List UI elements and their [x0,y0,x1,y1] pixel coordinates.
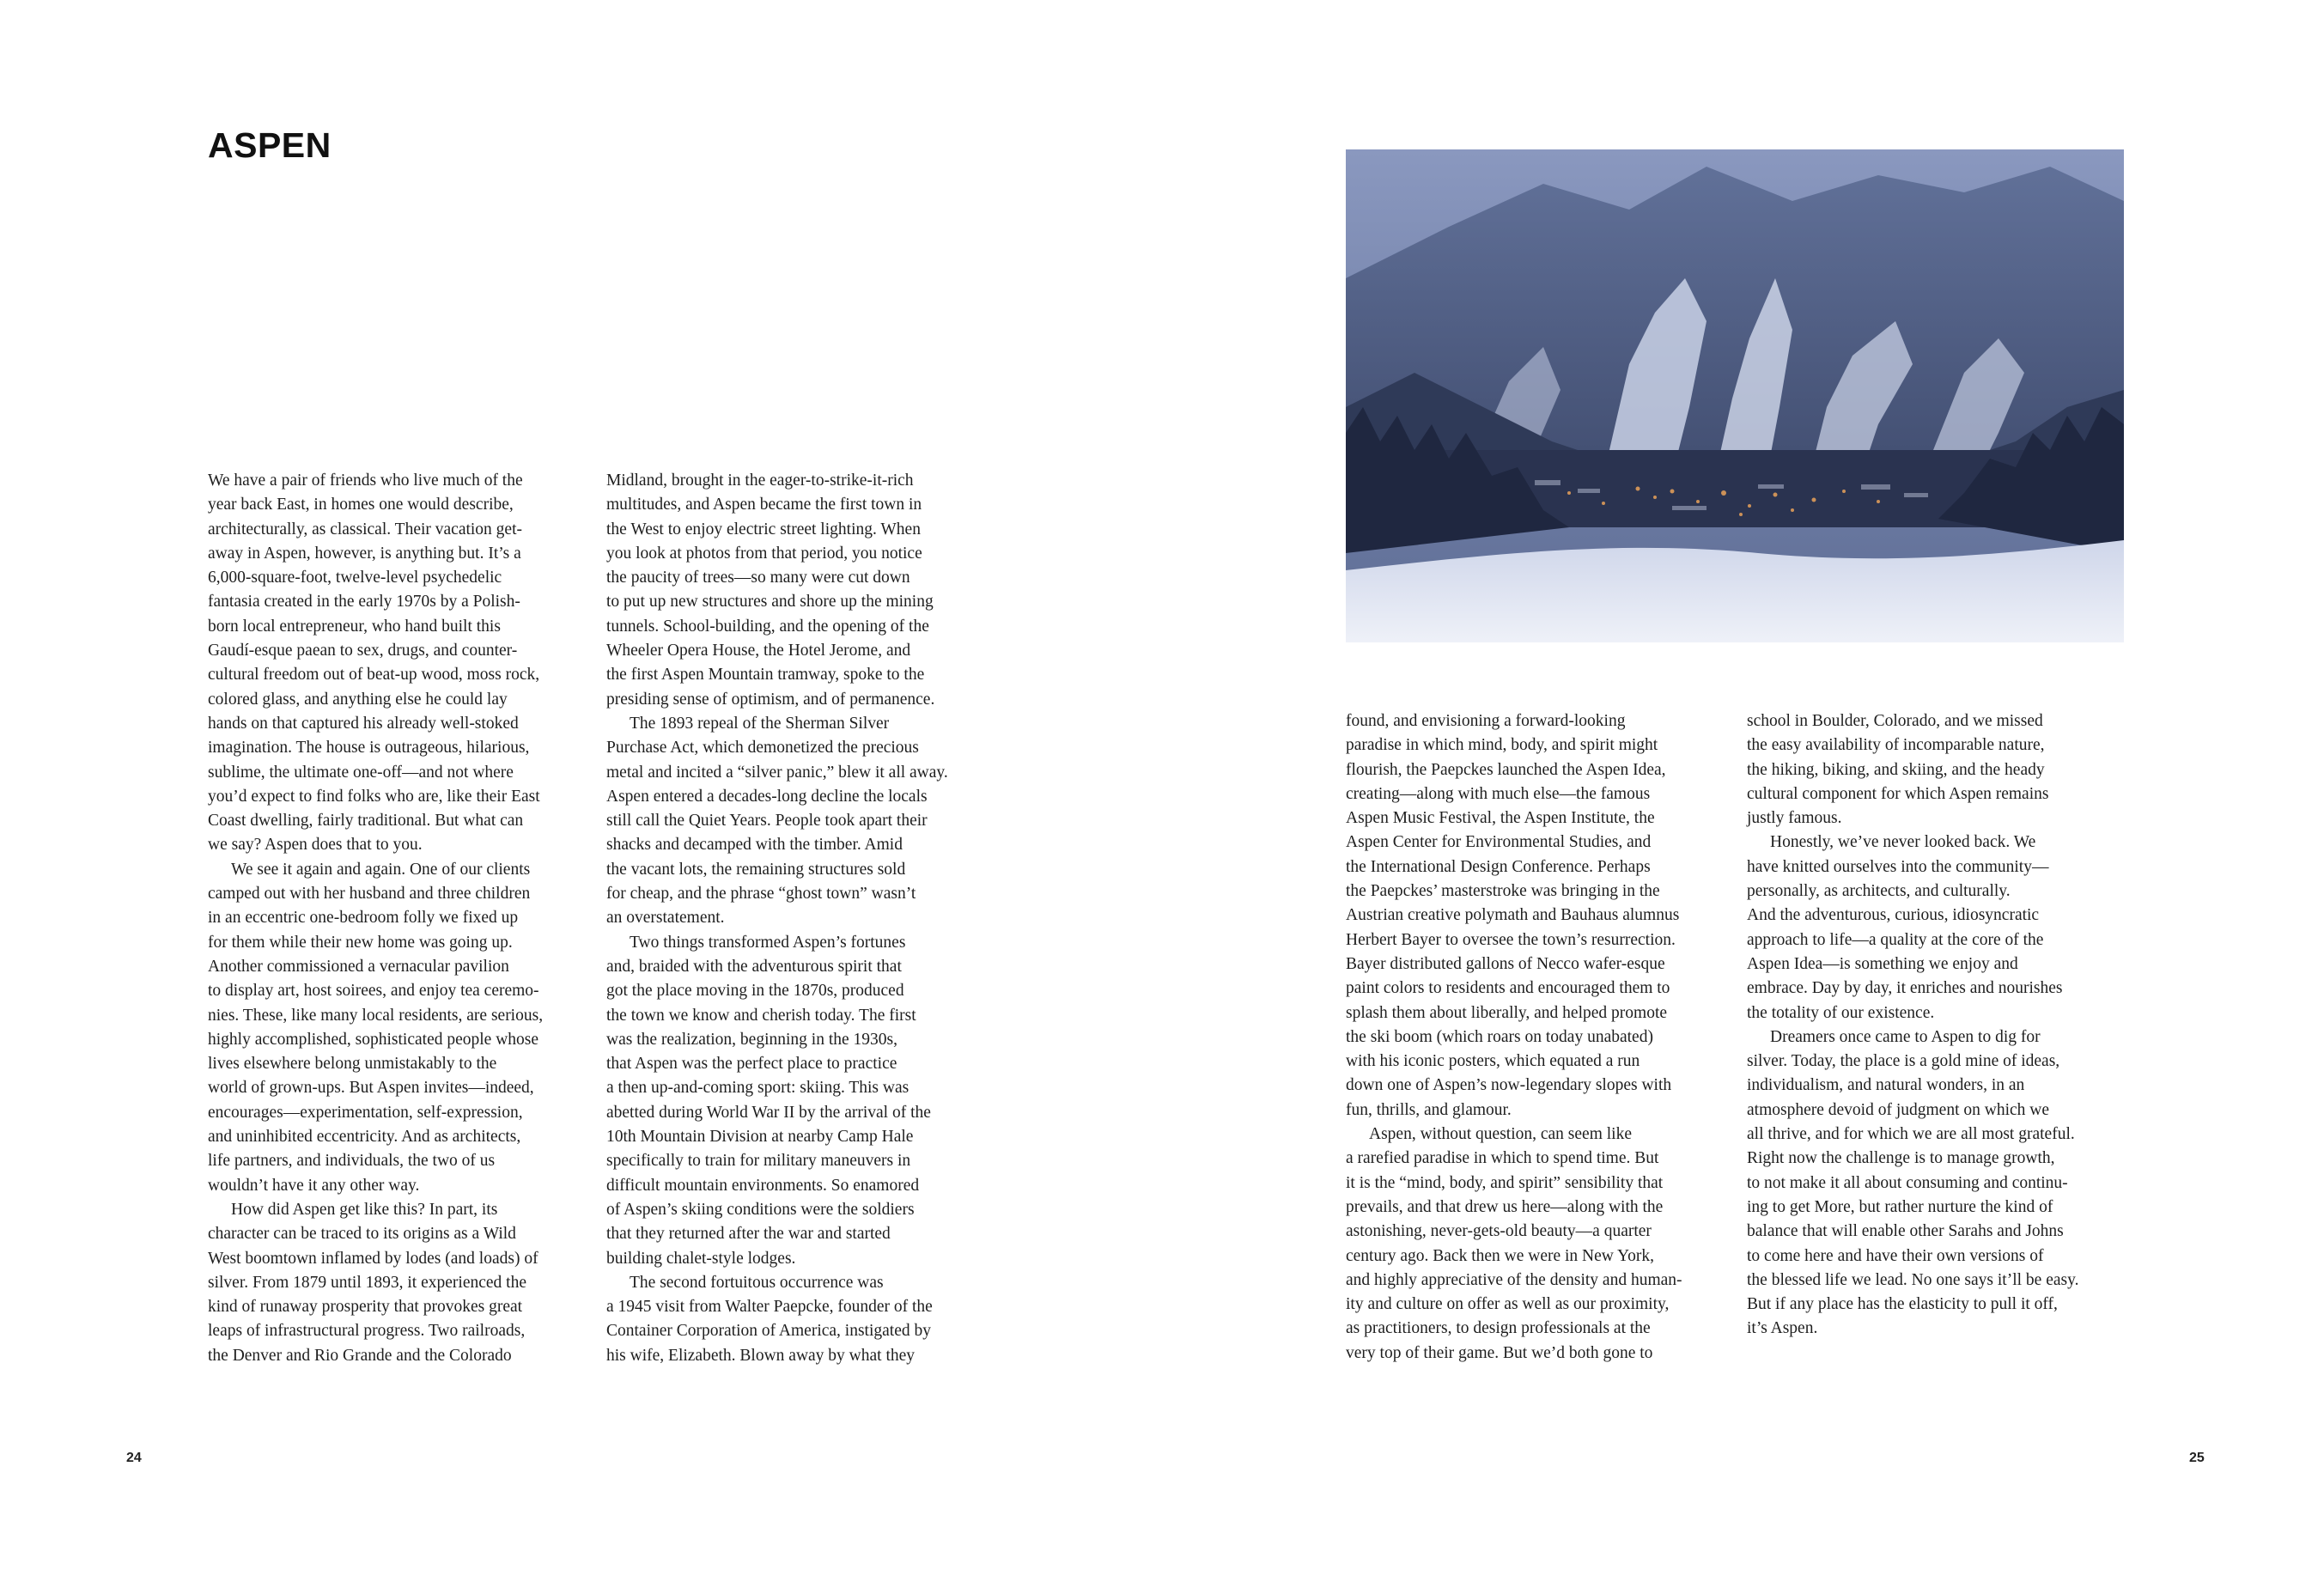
text-line: cultural component for which Aspen remains [1747,784,2049,803]
text-line: the town we know and cherish today. The first [606,1006,916,1025]
text-line: highly accomplished, sophisticated people whose [208,1030,539,1049]
text-line: specifically to train for military maneuvers in [606,1152,911,1171]
text-line: in an eccentric one-bedroom folly we fixed up [208,909,519,928]
text-line: a rarefied paradise in which to spend time. But [1346,1149,1659,1168]
text-column-3 [1346,709,1722,1366]
text-line: of Aspen’s skiing conditions were the soldiers [606,1200,915,1219]
text-line: abetted during World War II by the arrival of the [606,1103,931,1122]
text-line: to put up new structures and shore up the mining [606,593,934,612]
text-line: 6,000-square-foot, twelve-level psychedelic [208,569,502,587]
text-line: paint colors to residents and encouraged them to [1346,979,1670,998]
text-line: Aspen Center for Environmental Studies, and [1346,833,1652,852]
text-line: colored glass, and anything else he could lay [208,690,508,709]
text-line: Aspen Idea—is something we enjoy and [1747,954,2018,973]
page-title: ASPEN [208,125,332,165]
text-line: 10th Mountain Division at nearby Camp Hale [606,1128,914,1147]
text-line: Two things transformed Aspen’s fortunes [630,933,906,952]
text-line: world of grown-ups. But Aspen invites—indeed, [208,1079,534,1098]
text-line: wouldn’t have it any other way. [208,1176,420,1195]
text-line: Aspen, without question, can seem like [1369,1125,1632,1144]
text-line: it’s Aspen. [1747,1319,1818,1338]
text-line: it is the “mind, body, and spirit” sensibility that [1346,1173,1664,1192]
text-line: a then up-and-coming sport: skiing. This was [606,1079,910,1098]
text-line: a 1945 visit from Walter Paepcke, founder of the [606,1298,933,1317]
text-line: to come here and have their own versions of [1747,1246,2044,1265]
text-line: the vacant lots, the remaining structures sold [606,860,906,879]
text-line: was the realization, beginning in the 1930s, [606,1030,898,1049]
text-line: difficult mountain environments. So enamored [606,1176,920,1195]
text-line: the International Design Conference. Perhaps [1346,857,1651,876]
text-line: with his iconic posters, which equated a run [1346,1052,1640,1071]
text-line: presiding sense of optimism, and of permanence. [606,690,935,709]
text-line: imagination. The house is outrageous, hilarious, [208,739,530,758]
text-line: Herbert Bayer to oversee the town’s resurrection. [1346,930,1676,949]
text-line: fantasia created in the early 1970s by a Polish- [208,593,520,612]
text-line: still call the Quiet Years. People took apart their [606,812,928,831]
text-line: Gaudí-esque paean to sex, drugs, and counter- [208,642,518,660]
text-line: Wheeler Opera House, the Hotel Jerome, and [606,642,911,660]
text-line: cultural freedom out of beat-up wood, moss rock, [208,666,540,685]
text-line: the hiking, biking, and skiing, and the heady [1747,760,2045,779]
text-line: personally, as architects, and culturally. [1747,882,2011,901]
text-line: for cheap, and the phrase “ghost town” wasn’t [606,885,916,904]
text-line: the paucity of trees—so many were cut down [606,569,910,587]
text-line: all thrive, and for which we are all most grateful. [1747,1125,2075,1144]
text-line: down one of Aspen’s now-legendary slopes with [1346,1076,1672,1095]
text-line: Austrian creative polymath and Bauhaus alumnus [1346,906,1680,925]
text-line: camped out with her husband and three children [208,885,531,904]
text-line: away in Aspen, however, is anything but. It’s a [208,544,521,563]
text-line: ing to get More, but rather nurture the kind of [1747,1197,2053,1216]
text-line: life partners, and individuals, the two of us [208,1152,496,1171]
text-line: to not make it all about consuming and continu- [1747,1173,2068,1192]
text-line: ity and culture on offer as well as our proximity, [1346,1295,1670,1314]
text-line: as practitioners, to design professionals at the [1346,1319,1651,1338]
text-line: hands on that captured his already well-stoked [208,714,519,733]
text-line: Dreamers once came to Aspen to dig for [1770,1027,2041,1046]
text-line: Another commissioned a vernacular pavilion [208,957,509,976]
text-line: multitudes, and Aspen became the first town in [606,496,922,514]
text-line: West boomtown inflamed by lodes (and loads) of [208,1249,538,1268]
text-line: you look at photos from that period, you notice [606,544,922,563]
text-line: that Aspen was the perfect place to practice [606,1055,897,1074]
text-line: leaps of infrastructural progress. Two railroads, [208,1322,526,1341]
text-line: prevails, and that drew us here—along with the [1346,1197,1664,1216]
text-line: Purchase Act, which demonetized the precious [606,739,919,758]
aspen-photo [1346,149,2124,642]
text-line: metal and incited a “silver panic,” blew it all away. [606,763,948,782]
text-line: silver. Today, the place is a gold mine of ideas, [1747,1052,2060,1071]
text-line: Honestly, we’ve never looked back. We [1770,833,2036,852]
page-number-right: 25 [2189,1451,2205,1465]
text-line: individualism, and natural wonders, in an [1747,1076,2025,1095]
text-line: paradise in which mind, body, and spirit might [1346,736,1658,755]
text-line: flourish, the Paepckes launched the Aspen Idea, [1346,760,1666,779]
text-line: atmosphere devoid of judgment on which we [1747,1100,2049,1119]
text-line: school in Boulder, Colorado, and we missed [1747,712,2043,730]
text-column-4 [1747,709,2123,1342]
text-line: the easy availability of incomparable nature, [1747,736,2045,755]
text-line: to display art, host soirees, and enjoy tea ceremo- [208,982,539,1001]
text-line: The 1893 repeal of the Sherman Silver [630,714,890,733]
text-line: justly famous. [1747,809,1842,828]
text-line: We have a pair of friends who live much of the [208,472,523,490]
text-line: Bayer distributed gallons of Necco wafer-esque [1346,954,1665,973]
text-line: the Denver and Rio Grande and the Colorado [208,1346,512,1365]
text-line: very top of their game. But we’d both gone to [1346,1343,1653,1362]
text-line: have knitted ourselves into the community— [1747,857,2049,876]
text-line: approach to life—a quality at the core of the [1747,930,2044,949]
text-line: and uninhibited eccentricity. And as architects, [208,1128,521,1147]
text-line: Coast dwelling, fairly traditional. But what can [208,812,524,831]
text-line: an overstatement. [606,909,725,928]
text-line: and highly appreciative of the density and human- [1346,1270,1682,1289]
text-line: encourages—experimentation, self-expression, [208,1103,523,1122]
text-line: the totality of our existence. [1747,1003,1935,1022]
text-line: balance that will enable other Sarahs and Johns [1747,1222,2064,1241]
text-line: born local entrepreneur, who hand built this [208,617,501,636]
text-line: How did Aspen get like this? In part, its [231,1200,498,1219]
text-line: the ski boom (which roars on today unabated) [1346,1027,1653,1046]
text-line: his wife, Elizabeth. Blown away by what they [606,1346,916,1365]
text-line: got the place moving in the 1870s, produced [606,982,904,1001]
text-line: the blessed life we lead. No one says it’ll be easy. [1747,1270,2079,1289]
text-line: But if any place has the elasticity to pull it off, [1747,1295,2058,1314]
text-line: you’d expect to find folks who are, like their East [208,787,540,806]
text-line: nies. These, like many local residents, are serious, [208,1006,544,1025]
text-line: Midland, brought in the eager-to-strike-it-rich [606,472,914,490]
text-column-1 [208,469,584,1368]
text-line: building chalet-style lodges. [606,1249,796,1268]
text-line: splash them about liberally, and helped promote [1346,1003,1668,1022]
text-line: shacks and decamped with the timber. Amid [606,836,903,855]
text-line: kind of runaway prosperity that provokes great [208,1298,523,1317]
text-line: sublime, the ultimate one-off—and not where [208,763,514,782]
text-line: that they returned after the war and started [606,1225,891,1244]
text-line: found, and envisioning a forward-looking [1346,712,1626,730]
text-line: and, braided with the adventurous spirit that [606,957,902,976]
text-line: Aspen entered a decades-long decline the locals [606,787,928,806]
text-line: We see it again and again. One of our clients [231,860,531,879]
right-page [1162,0,2324,1582]
text-line: Aspen Music Festival, the Aspen Institute, the [1346,809,1655,828]
text-line: lives elsewhere belong unmistakably to the [208,1055,497,1074]
text-line: Container Corporation of America, instigated by [606,1322,931,1341]
text-line: The second fortuitous occurrence was [630,1273,884,1292]
text-line: astonishing, never-gets-old beauty—a quarter [1346,1222,1652,1241]
text-line: the first Aspen Mountain tramway, spoke to the [606,666,925,685]
text-line: fun, thrills, and glamour. [1346,1100,1512,1119]
text-line: And the adventurous, curious, idiosyncratic [1747,906,2040,925]
text-line: Right now the challenge is to manage growth, [1747,1149,2055,1168]
text-line: tunnels. School-building, and the opening of the [606,617,929,636]
page-number-left: 24 [126,1451,142,1465]
text-line: the West to enjoy electric street lighting. When [606,520,921,538]
text-line: century ago. Back then we were in New York, [1346,1246,1655,1265]
text-line: we say? Aspen does that to you. [208,836,423,855]
aspen-landscape-image [1346,149,2124,642]
text-line: silver. From 1879 until 1893, it experienced the [208,1273,526,1292]
text-line: year back East, in homes one would describe, [208,496,514,514]
text-line: architecturally, as classical. Their vacation get- [208,520,522,538]
text-line: the Paepckes’ masterstroke was bringing in the [1346,882,1660,901]
text-line: embrace. Day by day, it enriches and nourishes [1747,979,2063,998]
text-line: character can be traced to its origins as a Wild [208,1225,516,1244]
text-line: for them while their new home was going up. [208,933,513,952]
text-column-2 [606,469,983,1368]
text-line: creating—along with much else—the famous [1346,784,1651,803]
